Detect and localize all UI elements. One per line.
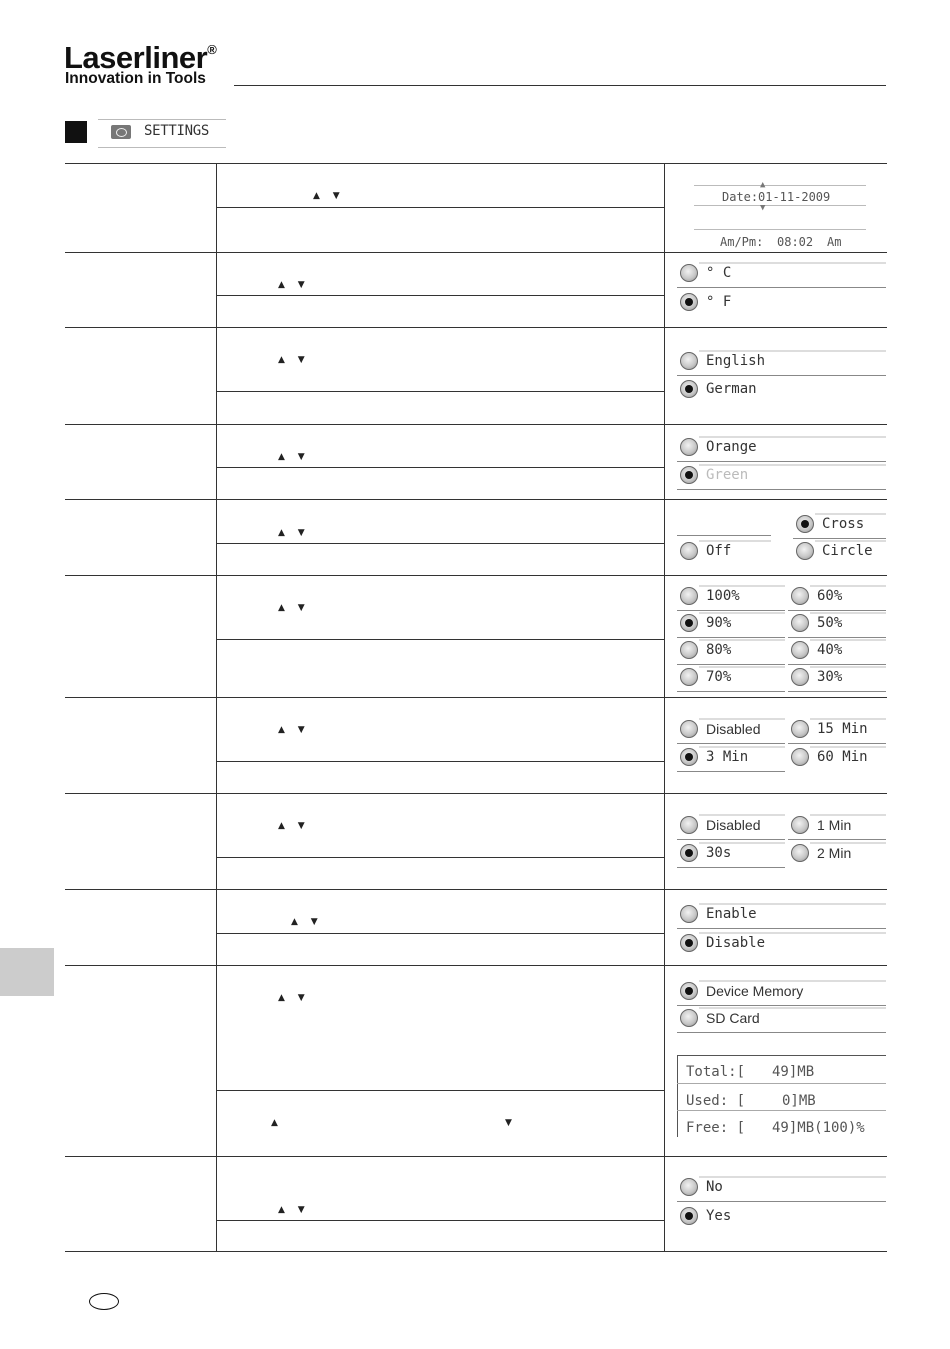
option-40[interactable]: 40% [788,639,886,665]
section-title: SETTINGS [144,123,210,139]
up-down-arrows: ▲ ▼ [278,821,310,831]
date-down-arrow-icon[interactable]: ▼ [760,203,766,213]
memory-total-label: Total:[ [686,1064,746,1080]
radio-icon[interactable] [680,641,698,659]
date-up-arrow-icon[interactable]: ▲ [760,180,766,190]
up-down-arrows: ▲ ▼ [278,603,310,613]
option-orange[interactable]: Orange [677,436,886,462]
period-value[interactable]: Am [827,235,842,249]
option-enable[interactable]: Enable [677,903,886,929]
section-marker [65,121,87,143]
memory-free-label: Free: [ [686,1120,746,1136]
radio-selected-icon[interactable] [680,380,698,398]
up-down-arrows: ▲ ▼ [278,1205,310,1215]
radio-icon[interactable] [680,264,698,282]
radio-icon[interactable] [791,587,809,605]
radio-icon[interactable] [791,668,809,686]
radio-icon[interactable] [680,587,698,605]
up-down-arrows: ▲ ▼ [278,528,310,538]
up-down-arrows: ▲ ▼ [278,993,310,1003]
radio-icon[interactable] [680,438,698,456]
up-arrow-icon: ▲ [271,1118,278,1128]
up-down-arrows: ▲ ▼ [313,191,345,201]
option-celsius[interactable]: ° C [677,262,886,288]
radio-selected-icon[interactable] [796,515,814,533]
radio-icon[interactable] [791,844,809,862]
radio-icon[interactable] [791,614,809,632]
option-1-min[interactable]: 1 Min [788,814,886,840]
radio-icon[interactable] [680,1178,698,1196]
up-down-arrows: ▲ ▼ [291,917,323,927]
radio-selected-icon[interactable] [680,982,698,1000]
option-sd-card[interactable]: SD Card [677,1007,886,1033]
radio-icon[interactable] [680,352,698,370]
option-3-min[interactable]: 3 Min [677,746,785,772]
settings-icon [111,125,131,139]
radio-selected-icon[interactable] [680,844,698,862]
radio-selected-icon[interactable] [680,466,698,484]
option-no[interactable]: No [677,1176,886,1202]
radio-icon[interactable] [680,816,698,834]
option-off[interactable]: Off [677,540,771,566]
radio-selected-icon[interactable] [680,748,698,766]
option-100[interactable]: 100% [677,585,785,611]
option-auto-off-disabled[interactable]: Disabled [677,718,785,744]
memory-total-value: 49]MB [772,1064,815,1080]
memory-free-value: 49]MB(100)% [772,1120,865,1136]
up-down-arrows: ▲ ▼ [278,725,310,735]
option-device-memory[interactable]: Device Memory [677,980,886,1006]
option-english[interactable]: English [677,350,886,376]
radio-icon[interactable] [680,1009,698,1027]
option-70[interactable]: 70% [677,666,785,692]
date-label: Date: [722,190,759,204]
language-side-tab [0,948,54,996]
radio-icon[interactable] [680,542,698,560]
registered-mark: ® [207,42,217,57]
time-value[interactable]: 08:02 [777,235,814,249]
option-green[interactable]: Green [677,464,886,490]
radio-selected-icon[interactable] [680,614,698,632]
option-30[interactable]: 30% [788,666,886,692]
option-german[interactable]: German [677,378,886,404]
radio-selected-icon[interactable] [680,1207,698,1225]
radio-icon[interactable] [791,641,809,659]
option-15-min[interactable]: 15 Min [788,718,886,744]
ampm-label: Am/Pm: [720,235,764,249]
option-50[interactable]: 50% [788,612,886,638]
option-60[interactable]: 60% [788,585,886,611]
option-60-min[interactable]: 60 Min [788,746,886,772]
radio-icon[interactable] [680,905,698,923]
option-30s[interactable]: 30s [677,842,785,868]
option-display-off-disabled[interactable]: Disabled [677,814,785,840]
up-down-arrows: ▲ ▼ [278,355,310,365]
up-down-arrows: ▲ ▼ [278,452,310,462]
down-arrow-icon: ▼ [505,1118,512,1128]
option-80[interactable]: 80% [677,639,785,665]
option-fahrenheit[interactable]: ° F [677,291,886,317]
header-rule [234,85,886,86]
memory-used-value: 0]MB [782,1093,816,1109]
radio-selected-icon[interactable] [680,293,698,311]
brand-name: Laserliner [64,40,208,75]
radio-icon[interactable] [680,720,698,738]
option-disable[interactable]: Disable [677,932,886,958]
option-cross[interactable]: Cross [793,513,886,539]
radio-selected-icon[interactable] [680,934,698,952]
brand-tagline: Innovation in Tools [65,70,206,87]
radio-icon[interactable] [796,542,814,560]
option-90[interactable]: 90% [677,612,785,638]
date-value[interactable]: 01-11-2009 [758,190,831,204]
radio-icon[interactable] [791,816,809,834]
option-2-min[interactable]: 2 Min [788,842,886,868]
option-yes[interactable]: Yes [677,1205,886,1231]
option-circle[interactable]: Circle [793,540,886,566]
radio-icon[interactable] [791,748,809,766]
up-down-arrows: ▲ ▼ [278,280,310,290]
memory-used-label: Used: [ [686,1093,746,1109]
radio-icon[interactable] [680,668,698,686]
country-code-oval [89,1293,119,1310]
radio-icon[interactable] [791,720,809,738]
